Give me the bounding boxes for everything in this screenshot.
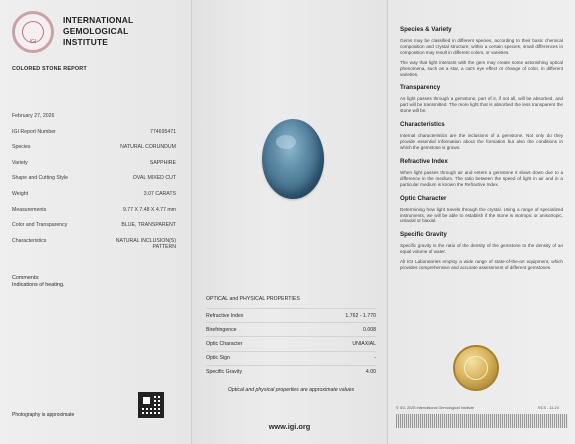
report-date: February 27, 2026 [12, 113, 55, 119]
glossary-title: Optic Character [400, 194, 447, 202]
glossary [400, 26, 563, 278]
report-details-panel [0, 0, 192, 444]
glossary-text: Specific gravity is the ratio of the density of the gemstone to the density of an equal volume of water. [400, 243, 563, 255]
field-label: Shape and Cutting Style [12, 175, 68, 182]
glossary-section [400, 158, 563, 188]
org-line: INSTITUTE [63, 37, 109, 47]
field-row [12, 191, 176, 197]
field-row [12, 175, 176, 181]
qr-code-icon[interactable] [138, 392, 164, 418]
property-row [206, 322, 376, 336]
property-label: Optic Character [206, 340, 243, 347]
field-label: Color and Transparency [12, 222, 68, 229]
property-label: Optic Sign [206, 355, 230, 362]
property-value: 4.00 [365, 369, 376, 376]
field-label: Measurements [12, 206, 47, 213]
property-row [206, 365, 376, 379]
seal-text: IGI [29, 39, 37, 45]
glossary-panel [388, 0, 575, 444]
website-link[interactable]: www.igi.org [268, 422, 311, 431]
glossary-text: Internal characteristics are the inclusions of a gemstone. Not only do they provide essential information about the formation but also the conditions in which the gemstone is grown. [400, 133, 563, 150]
glossary-text: The way that light interacts with the gem may create some astonishing optical phenomena, such as a star, a cat's eye effect or change of color, in different varieties. [400, 59, 563, 77]
comments-label: Comments: [12, 275, 40, 281]
field-row [12, 207, 176, 213]
property-label: Specific Gravity [206, 369, 243, 376]
glossary-section [400, 231, 563, 271]
org-line: GEMOLOGICAL [63, 26, 129, 36]
glossary-section [400, 121, 563, 151]
field-value: 3.07 CARATS [143, 190, 176, 197]
gold-seal-ring [464, 356, 488, 380]
gemstone-image [262, 119, 324, 199]
glossary-section [400, 26, 563, 77]
field-row [12, 144, 176, 150]
property-row [206, 336, 376, 350]
field-label: IGI Report Number [12, 128, 56, 135]
field-value: SAPPHIRE [149, 159, 176, 166]
property-value: 1.762 - 1.770 [345, 312, 376, 319]
property-label: Refractive Index [206, 312, 244, 319]
institute-name [63, 15, 133, 48]
report-fields [12, 113, 176, 260]
comments [12, 275, 64, 289]
field-value: OVAL MIXED CUT [132, 175, 176, 182]
report-title: COLORED STONE REPORT [12, 66, 87, 72]
field-row [12, 222, 176, 228]
security-microprint [396, 414, 568, 428]
glossary-title: Specific Gravity [400, 231, 447, 239]
field-label: Characteristics [12, 237, 47, 244]
glossary-section [400, 84, 563, 114]
copyright: © IGI, 2025 International Gemological Institute [396, 406, 474, 410]
field-value: BLUE, TRANSPARENT [121, 222, 176, 229]
optical-properties [206, 296, 376, 393]
gem-highlight [276, 135, 296, 149]
glossary-title: Refractive Index [400, 157, 448, 165]
photo-note: Photography is approximate [12, 412, 75, 418]
field-row [12, 129, 176, 135]
glossary-text: All IGI Laboratories employ a wide range of state-of-the-art equipment, which provides comprehensive and accurate assessment of different gemstones. [400, 259, 563, 271]
glossary-section [400, 195, 563, 225]
approx-note: Optical and physical properties are approximate values [227, 386, 355, 393]
field-label: Weight [12, 190, 29, 197]
property-row [206, 351, 376, 365]
comments-text: Indications of heating. [12, 282, 65, 288]
optical-title: OPTICAL and PHYSICAL PROPERTIES [206, 296, 300, 302]
field-label: Variety [12, 159, 28, 166]
property-label: Birefringence [206, 326, 237, 333]
glossary-text: Gems may be classified in different species, according to their basic chemical composition and crystal structure; within a certain species, small differences in composition may result in different colors, or varieties. [400, 38, 563, 55]
glossary-title: Species & Variety [400, 26, 452, 33]
glossary-title: Transparency [400, 84, 441, 92]
glossary-title: Characteristics [400, 121, 445, 129]
date-row [12, 113, 176, 119]
field-value: NATURAL CORUNDUM [120, 144, 176, 151]
field-value: NATURAL INCLUSION(S) PATTERN [115, 237, 176, 251]
field-label: Species [12, 144, 31, 151]
glossary-text: Determining how light travels through the crystal. Using a range of specialized instruments, we will be able to establish if the stone is isotropic or anisotropic, uniaxial or biaxial. [400, 206, 563, 224]
glossary-text: When light passes through air and enters a gemstone it slows down due to a difference in the medium. The ratio between the speed of light in air and in a particular medium is known the Refractive Index. [400, 169, 563, 187]
property-value: 0.008 [363, 326, 376, 333]
revision-code: RCS - 11-24 [538, 406, 559, 410]
gem-properties-panel [192, 0, 388, 444]
property-value: - [374, 355, 376, 362]
field-row [12, 238, 176, 251]
field-row [12, 160, 176, 166]
field-value: 9.77 X 7.48 X 4.77 mm [122, 206, 176, 213]
gold-seal-icon [453, 345, 499, 391]
property-value: UNIAXIAL [352, 340, 376, 347]
igi-seal-icon [12, 11, 54, 53]
field-value: 774695471 [150, 128, 176, 135]
property-row [206, 308, 376, 322]
org-line: INTERNATIONAL [63, 15, 134, 25]
glossary-text: As light passes through a gemstone, part of it, if not all, will be absorbed, and part will be transmitted. The more light that is absorbed the less transparent the stone will be. [400, 96, 563, 114]
